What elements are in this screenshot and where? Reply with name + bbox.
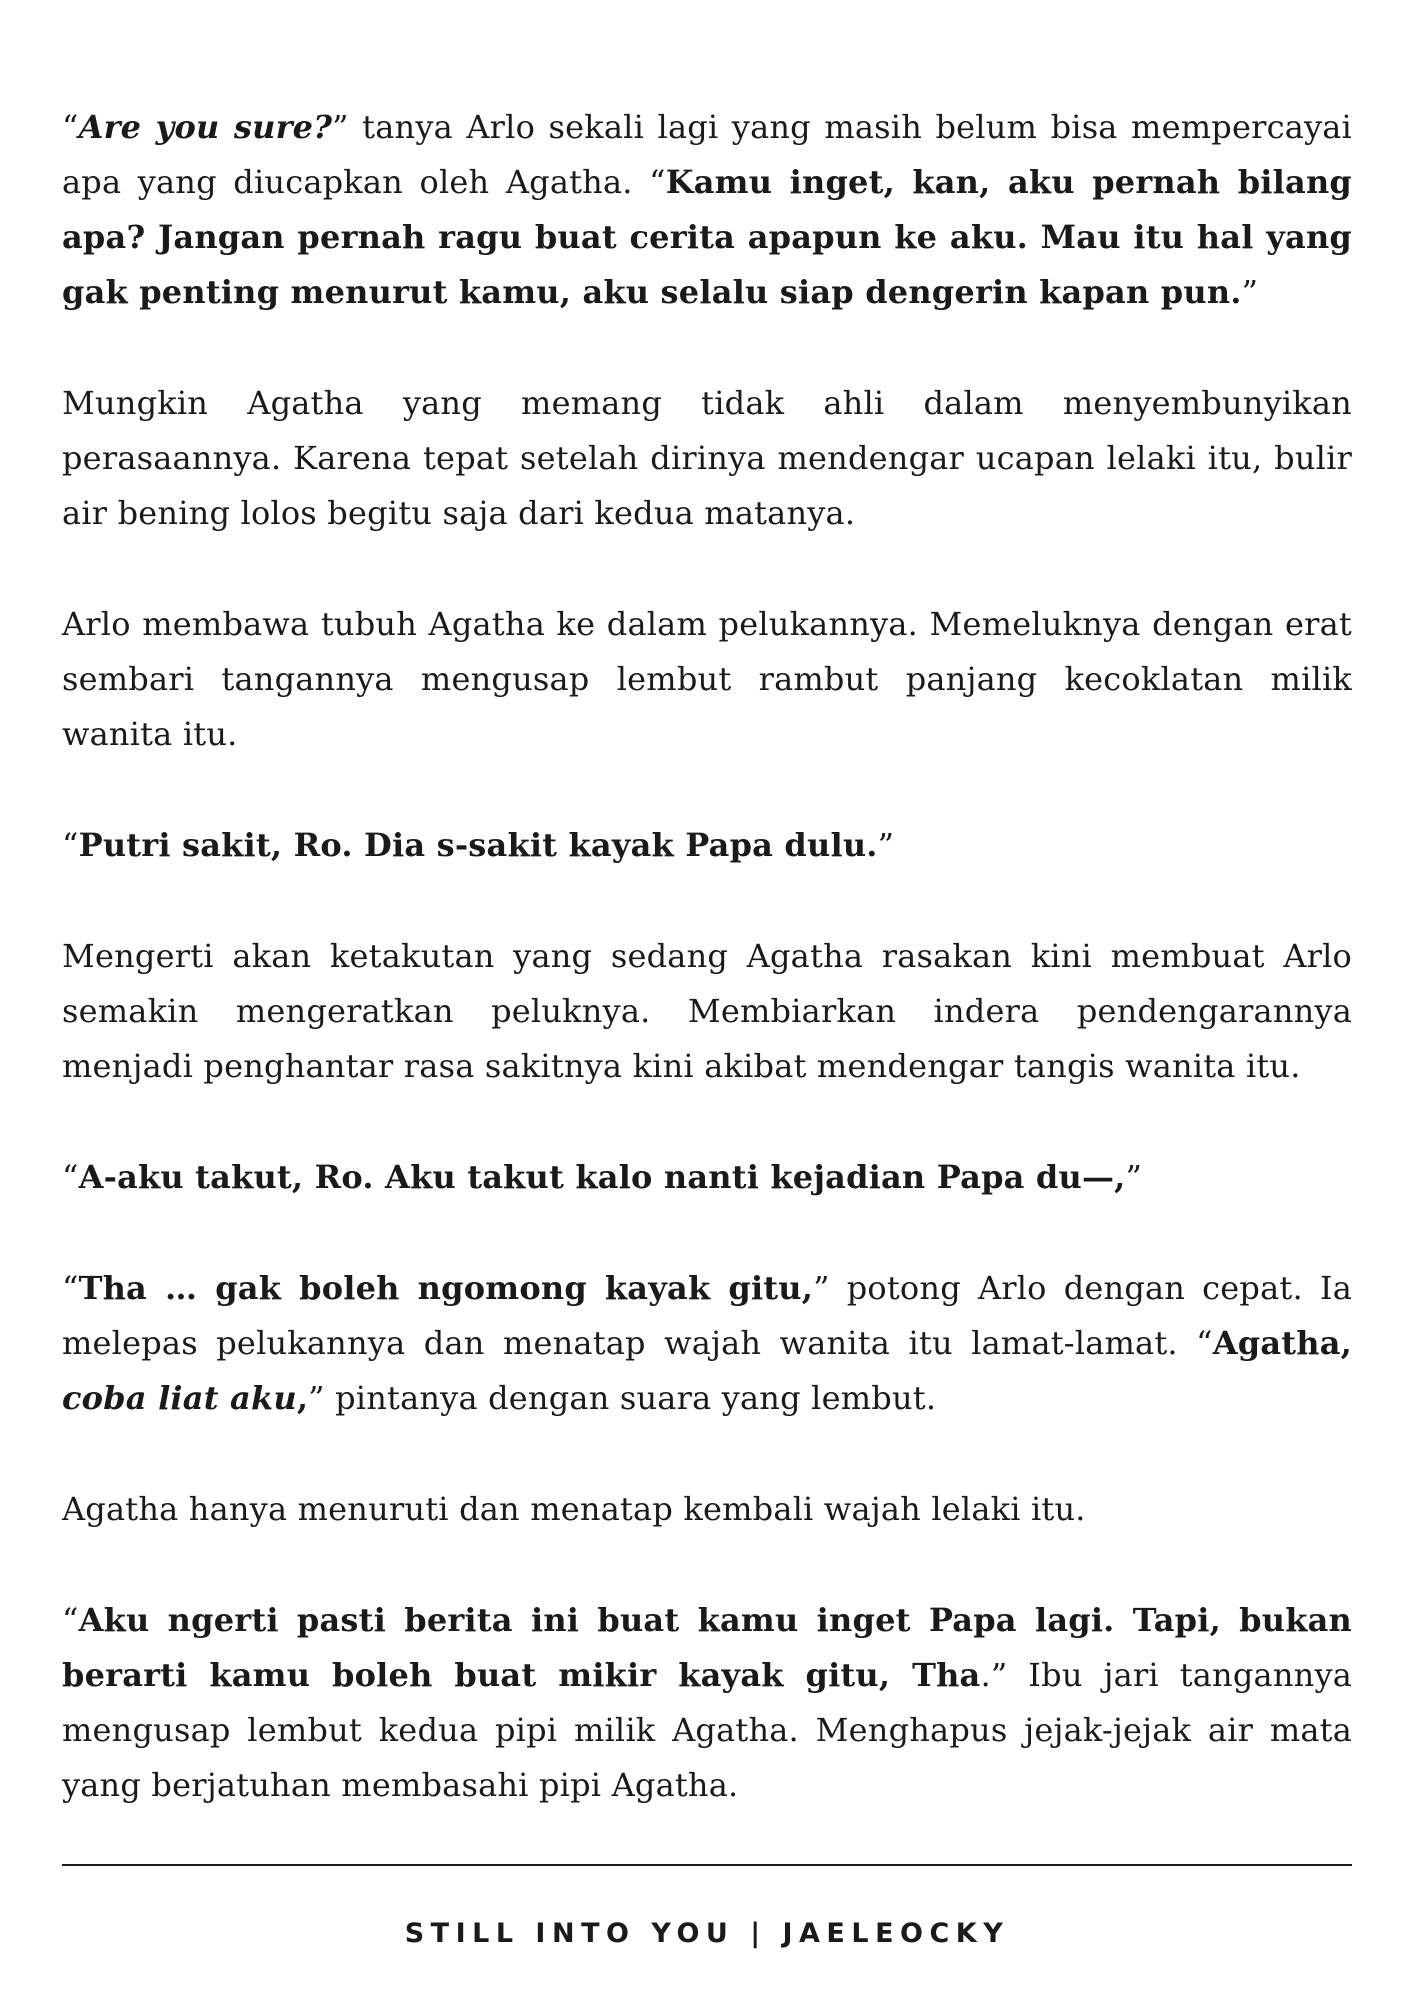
page-body [62, 100, 1352, 1869]
quote-mark: ” [1241, 273, 1259, 311]
narration-text: ” potong Arlo dengan cepat. Ia melepas pelukannya dan menatap wajah wanita itu lamat-lamat. “ [62, 1269, 1353, 1362]
dialogue-bold: Kamu inget, kan, aku pernah bilang apa? Jangan pernah ragu buat cerita apapun ke aku. Mau itu hal yang gak penting menurut kamu, aku selalu siap dengerin kapan pun. [62, 163, 1352, 311]
paragraph-4 [62, 818, 1352, 873]
narration-text: ” pintanya dengan suara yang lembut. [308, 1379, 937, 1417]
paragraph-9 [62, 1593, 1352, 1813]
quote-mark: “ [62, 1601, 79, 1639]
quote-mark: ” [1125, 1158, 1143, 1196]
quote-mark: “ [62, 1269, 79, 1307]
dialogue-bold: Tha … gak boleh ngomong kayak gitu, [78, 1269, 814, 1307]
paragraph-2: Mungkin Agatha yang memang tidak ahli dalam menyembunyikan perasaannya. Karena tepat setelah dirinya mendengar ucapan lelaki itu, bulir air bening lolos begitu saja dari kedua matanya. [62, 384, 1352, 532]
paragraph-8: Agatha hanya menuruti dan menatap kembali wajah lelaki itu. [62, 1490, 1086, 1528]
quote-mark: ” [877, 826, 895, 864]
quote-mark: “ [62, 1158, 79, 1196]
quote-mark: “ [62, 108, 79, 146]
dialogue-bold: Putri sakit, Ro. Dia s-sakit kayak Papa dulu. [78, 826, 878, 864]
dialogue-emphasis: Are you sure? [78, 108, 333, 146]
quote-mark: “ [62, 826, 79, 864]
paragraph-3: Arlo membawa tubuh Agatha ke dalam pelukannya. Memeluknya dengan erat sembari tangannya mengusap lembut rambut panjang kecoklatan milik wanita itu. [62, 605, 1352, 753]
dialogue-bold: Aku ngerti pasti berita ini buat kamu inget Papa lagi. Tapi, bukan berarti kamu boleh buat mikir kayak gitu, Tha [62, 1601, 1352, 1694]
dialogue-bold: Agatha, [1212, 1324, 1352, 1362]
dialogue-bold: , [296, 1379, 309, 1417]
narration-text: ” tanya Arlo sekali lagi yang masih belum bisa mempercayai apa yang diucapkan oleh Agatha. “ [62, 108, 1352, 201]
dialogue-bold: A-aku takut, Ro. Aku takut kalo nanti kejadian Papa du—, [78, 1158, 1126, 1196]
paragraph-1 [62, 100, 1352, 320]
paragraph-7 [62, 1261, 1352, 1426]
footer-divider [62, 1864, 1352, 1866]
narration-text: .” Ibu jari tangannya mengusap lembut kedua pipi milik Agatha. Menghapus jejak-jejak air mata yang berjatuhan membasahi pipi Agatha. [62, 1656, 1352, 1804]
footer-title: STILL INTO YOU | JAELEOCKY [404, 1918, 1010, 1949]
dialogue-emphasis: coba liat aku [62, 1379, 297, 1417]
paragraph-5: Mengerti akan ketakutan yang sedang Agatha rasakan kini membuat Arlo semakin mengeratkan peluknya. Membiarkan indera pendengarannya menjadi penghantar rasa sakitnya kini akibat mendengar tangis wanita itu. [62, 937, 1352, 1085]
paragraph-6 [62, 1150, 1352, 1205]
